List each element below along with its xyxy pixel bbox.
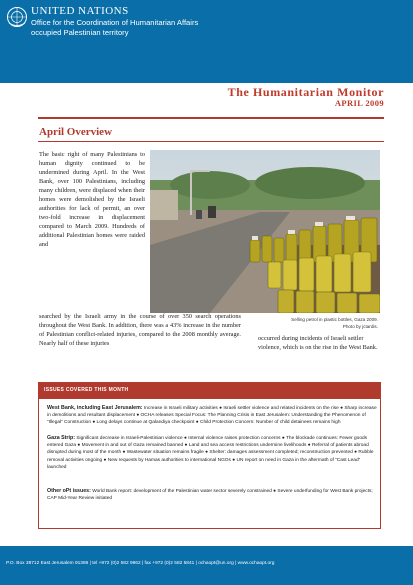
footer-contact: P.O. Box 38712 East Jerusalem 91386 | tel +972 (0)2 582 9962 | fax +972 (0)2 582 5841 | ochaopt@un.org | www.ochaopt.org bbox=[6, 561, 275, 566]
issue-title: Other oPt issues: bbox=[47, 488, 91, 494]
issue-other-opt bbox=[47, 488, 377, 502]
photo-caption bbox=[254, 316, 378, 330]
issues-header: ISSUES COVERED THIS MONTH bbox=[44, 387, 129, 393]
organization-name: UNITED NATIONS bbox=[31, 5, 129, 17]
article-photo bbox=[150, 150, 380, 313]
issue-title: West Bank, including East Jerusalem: bbox=[47, 405, 143, 411]
issue-text: World Bank report: development of the Palestinian water sector severely constrained ● Severe underfunding for West Bank projects; CAP Mid-Year Review initiated bbox=[47, 489, 373, 502]
article-text-column-1: The basic right of many Palestinians to human dignity continued to be undermined during April. In the West Bank, over 100 Palestinians, including many children, were displaced when their homes were demolished by the Israeli authorities for lack of permit, an over two-fold increase in displacement compared to March 2009. Hundreds of additional Palestinian homes were raided and bbox=[39, 151, 145, 248]
issue-title: Gaza Strip: bbox=[47, 435, 75, 441]
issue-text: Significant decrease in Israeli-Palestinian violence ● Internal violence raises protection concerns ● The blockade continues: Fewer goods entered Gaza ● Movement in and out of Gaza remained banned ● Land and sea access restrictions undermine livelihoods ● Referral of patients abroad disrupted during most of the month ● Wastewater situation remains fragile ● Shelter: damages assessment completed; reconstruction prevented ● Rubble removal activities ongoing ● New requests by Hamas authorities to international NGOs ● UN report on need in Gaza in the aftermath of “Cast Lead” launched bbox=[47, 436, 374, 470]
un-emblem-icon bbox=[6, 6, 28, 28]
issue-text: Increase in Israeli military activities ● Israeli settler violence and related incidents on the rise ● Sharp increase in demolitions and resultant displacement ● OCHA releases Special Focus: The Planning Crisis in East Jerusalem: Understanding the Phenomenon of “Illegal” Construction ● Long delays continue at Qalandiya checkpoint ● Child Protection Concern: Number of child detainees remains high bbox=[47, 406, 377, 426]
issue-west-bank bbox=[47, 405, 377, 427]
section-title: April Overview bbox=[39, 126, 113, 138]
photo-caption-line-2: Photo by jctardis. bbox=[342, 324, 378, 329]
section-divider bbox=[38, 141, 384, 142]
territory-name: occupied Palestinian territory bbox=[31, 28, 129, 37]
article-text-column-2: occurred during incidents of Israeli settler violence, which is on the rise in the West Bank. bbox=[258, 335, 378, 351]
photo-caption-line-1: Selling petrol in plastic bottles, Gaza 2009. bbox=[291, 317, 378, 322]
issue-gaza-strip bbox=[47, 435, 377, 471]
office-name: Office for the Coordination of Humanitarian Affairs bbox=[31, 18, 199, 27]
publication-title: The Humanitarian Monitor bbox=[227, 85, 384, 99]
publication-date: APRIL 2009 bbox=[334, 98, 384, 108]
article-text-column-1-continued: searched by the Israeli army in the course of over 350 search operations throughout the West Bank. In addition, there was a 43% increase in the number of Palestinian conflict-related injuries, compared to the 2008 monthly average. Nearly half of these injuries bbox=[39, 313, 241, 347]
title-divider bbox=[38, 117, 384, 119]
